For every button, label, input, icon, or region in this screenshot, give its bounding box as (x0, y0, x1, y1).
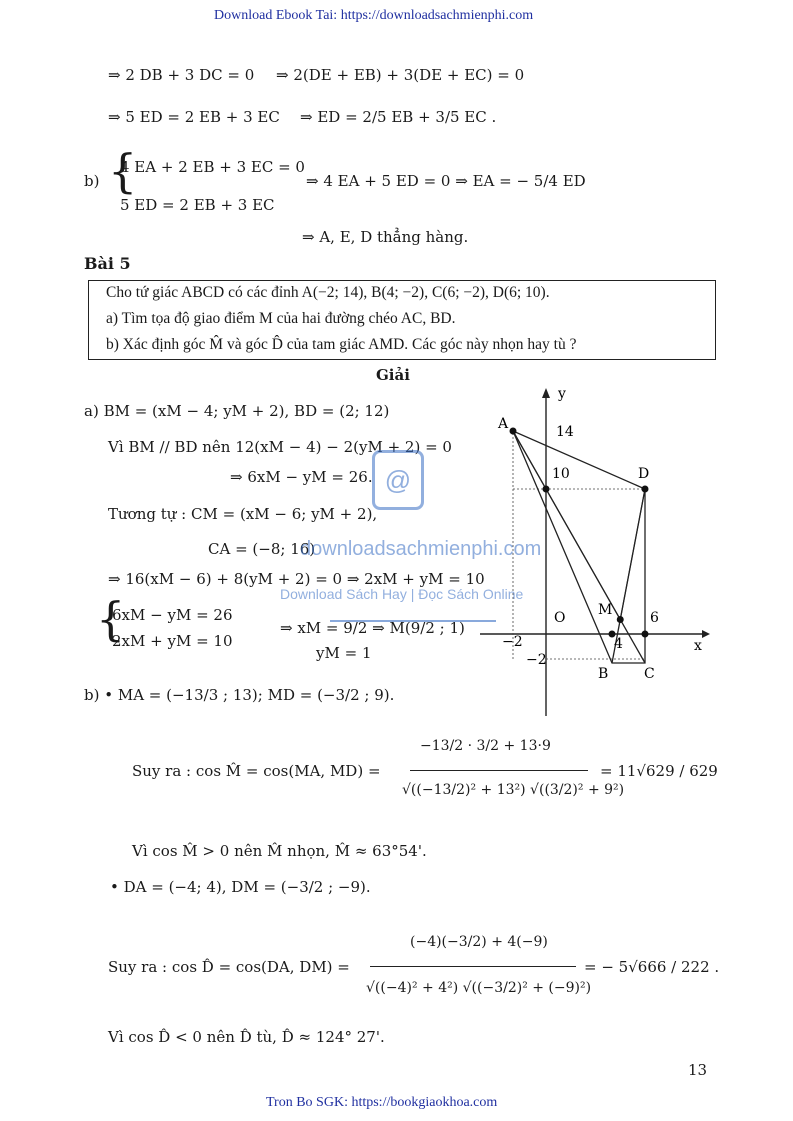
part-b-label: b) (84, 172, 100, 190)
sol-b4: • DA = (−4; 4), DM = (−3/2 ; −9). (110, 878, 371, 896)
sol-a8: 2xM + yM = 10 (112, 632, 233, 650)
cos-m-label: Suy ra : cos M̂ = cos(MA, MD) = (132, 762, 381, 780)
sol-a3: ⇒ 6xM − yM = 26. (230, 468, 373, 486)
point-d (642, 486, 649, 493)
sol-a6: ⇒ 16(xM − 6) + 8(yM + 2) = 0 ⇒ 2xM + yM = 10 (108, 570, 485, 588)
sol-a7: 6xM − yM = 26 (112, 606, 233, 624)
cos-m-denominator: √((−13/2)² + 13²) √((3/2)² + 9²) (402, 782, 625, 798)
label-d: D (638, 466, 650, 482)
line2-right: ⇒ ED = 2/5 EB + 3/5 EC . (300, 108, 497, 126)
cos-d-label: Suy ra : cos D̂ = cos(DA, DM) = (108, 958, 350, 976)
origin-label: O (554, 610, 566, 626)
sol-a10: yM = 1 (316, 644, 372, 662)
problem-part-b: b) Xác định góc M̂ và góc D̂ của tam giác AMD. Các góc này nhọn hay tù ? (106, 336, 577, 353)
sol-a5: CA = (−8; 16) (208, 540, 316, 558)
solution-heading: Giải (376, 366, 410, 384)
system-brace: { (108, 144, 138, 198)
system-eq2: 5 ED = 2 EB + 3 EC (120, 196, 275, 214)
point-x6 (642, 631, 649, 638)
sol-b6: Vì cos D̂ < 0 nên D̂ tù, D̂ ≈ 124° 27'. (108, 1028, 385, 1046)
label-c: C (644, 666, 655, 682)
cos-m-fraction-bar (410, 770, 588, 771)
watermark-site: downloadsachmienphi.com (300, 538, 542, 560)
system-brace-2: { (96, 592, 126, 646)
tick-neg2-x: −2 (502, 634, 523, 650)
line1-left: ⇒ 2 DB + 3 DC = 0 (108, 66, 255, 84)
y-axis-arrow-icon (542, 388, 550, 398)
problem-title: Bài 5 (84, 254, 131, 273)
part-b-result: ⇒ 4 EA + 5 ED = 0 ⇒ EA = − 5/4 ED (306, 172, 586, 190)
cos-m-numerator: −13/2 · 3/2 + 13·9 (420, 738, 551, 754)
label-b: B (598, 666, 609, 682)
system-eq1: 4 EA + 2 EB + 3 EC = 0 (120, 158, 305, 176)
x-axis-arrow-icon (702, 630, 710, 638)
label-m: M (598, 602, 613, 618)
point-a (510, 428, 517, 435)
sol-b1: b) • MA = (−13/3 ; 13); MD = (−3/2 ; 9). (84, 686, 395, 704)
line2-left: ⇒ 5 ED = 2 EB + 3 EC (108, 108, 280, 126)
tick-10: 10 (552, 466, 570, 482)
cos-m-result: = 11√629 / 629 (600, 762, 718, 780)
problem-statement: Cho tứ giác ABCD có các đỉnh A(−2; 14), B(4; −2), C(6; −2), D(6; 10). (106, 284, 550, 301)
cos-d-fraction-bar (370, 966, 576, 967)
sol-a4: Tương tự : CM = (xM − 6; yM + 2), (108, 505, 378, 523)
point-y10 (543, 486, 550, 493)
header-download-link[interactable]: Download Ebook Tai: https://downloadsachmienphi.com (214, 8, 534, 23)
tick-neg2-y: −2 (526, 652, 547, 668)
tick-14: 14 (556, 424, 574, 440)
watermark-underline (330, 620, 496, 622)
sol-b3: Vì cos M̂ > 0 nên M̂ nhọn, M̂ ≈ 63°54'. (132, 842, 427, 860)
sol-a9: ⇒ xM = 9/2 ⇒ M(9/2 ; 1) (280, 619, 465, 637)
footer-textbook-link[interactable]: Tron Bo SGK: https://bookgiaokhoa.com (266, 1095, 498, 1110)
watermark-book-icon: @ (372, 450, 424, 510)
cos-d-denominator: √((−4)² + 4²) √((−3/2)² + (−9)²) (366, 980, 592, 996)
sol-a1: a) BM = (xM − 4; yM + 2), BD = (2; 12) (84, 402, 390, 420)
watermark-tagline: Download Sách Hay | Đọc Sách Online (280, 586, 524, 602)
segment-am (513, 431, 620, 620)
segment-dm (620, 489, 645, 620)
cos-d-numerator: (−4)(−3/2) + 4(−9) (410, 934, 548, 950)
y-axis-label: y (558, 386, 566, 402)
cos-d-result: = − 5√666 / 222 . (584, 958, 720, 976)
tick-6: 6 (650, 610, 659, 626)
point-m (617, 616, 624, 623)
tick-4: 4 (614, 636, 623, 652)
collinear-conclusion: ⇒ A, E, D thẳng hàng. (302, 228, 469, 246)
x-axis-label: x (694, 638, 702, 654)
sol-a2: Vì BM // BD nên 12(xM − 4) − 2(yM + 2) = 0 (108, 438, 452, 456)
page-number: 13 (688, 1061, 708, 1079)
label-a: A (498, 416, 509, 432)
problem-part-a: a) Tìm tọa độ giao điểm M của hai đường chéo AC, BD. (106, 310, 456, 327)
line1-right: ⇒ 2(DE + EB) + 3(DE + EC) = 0 (276, 66, 525, 84)
